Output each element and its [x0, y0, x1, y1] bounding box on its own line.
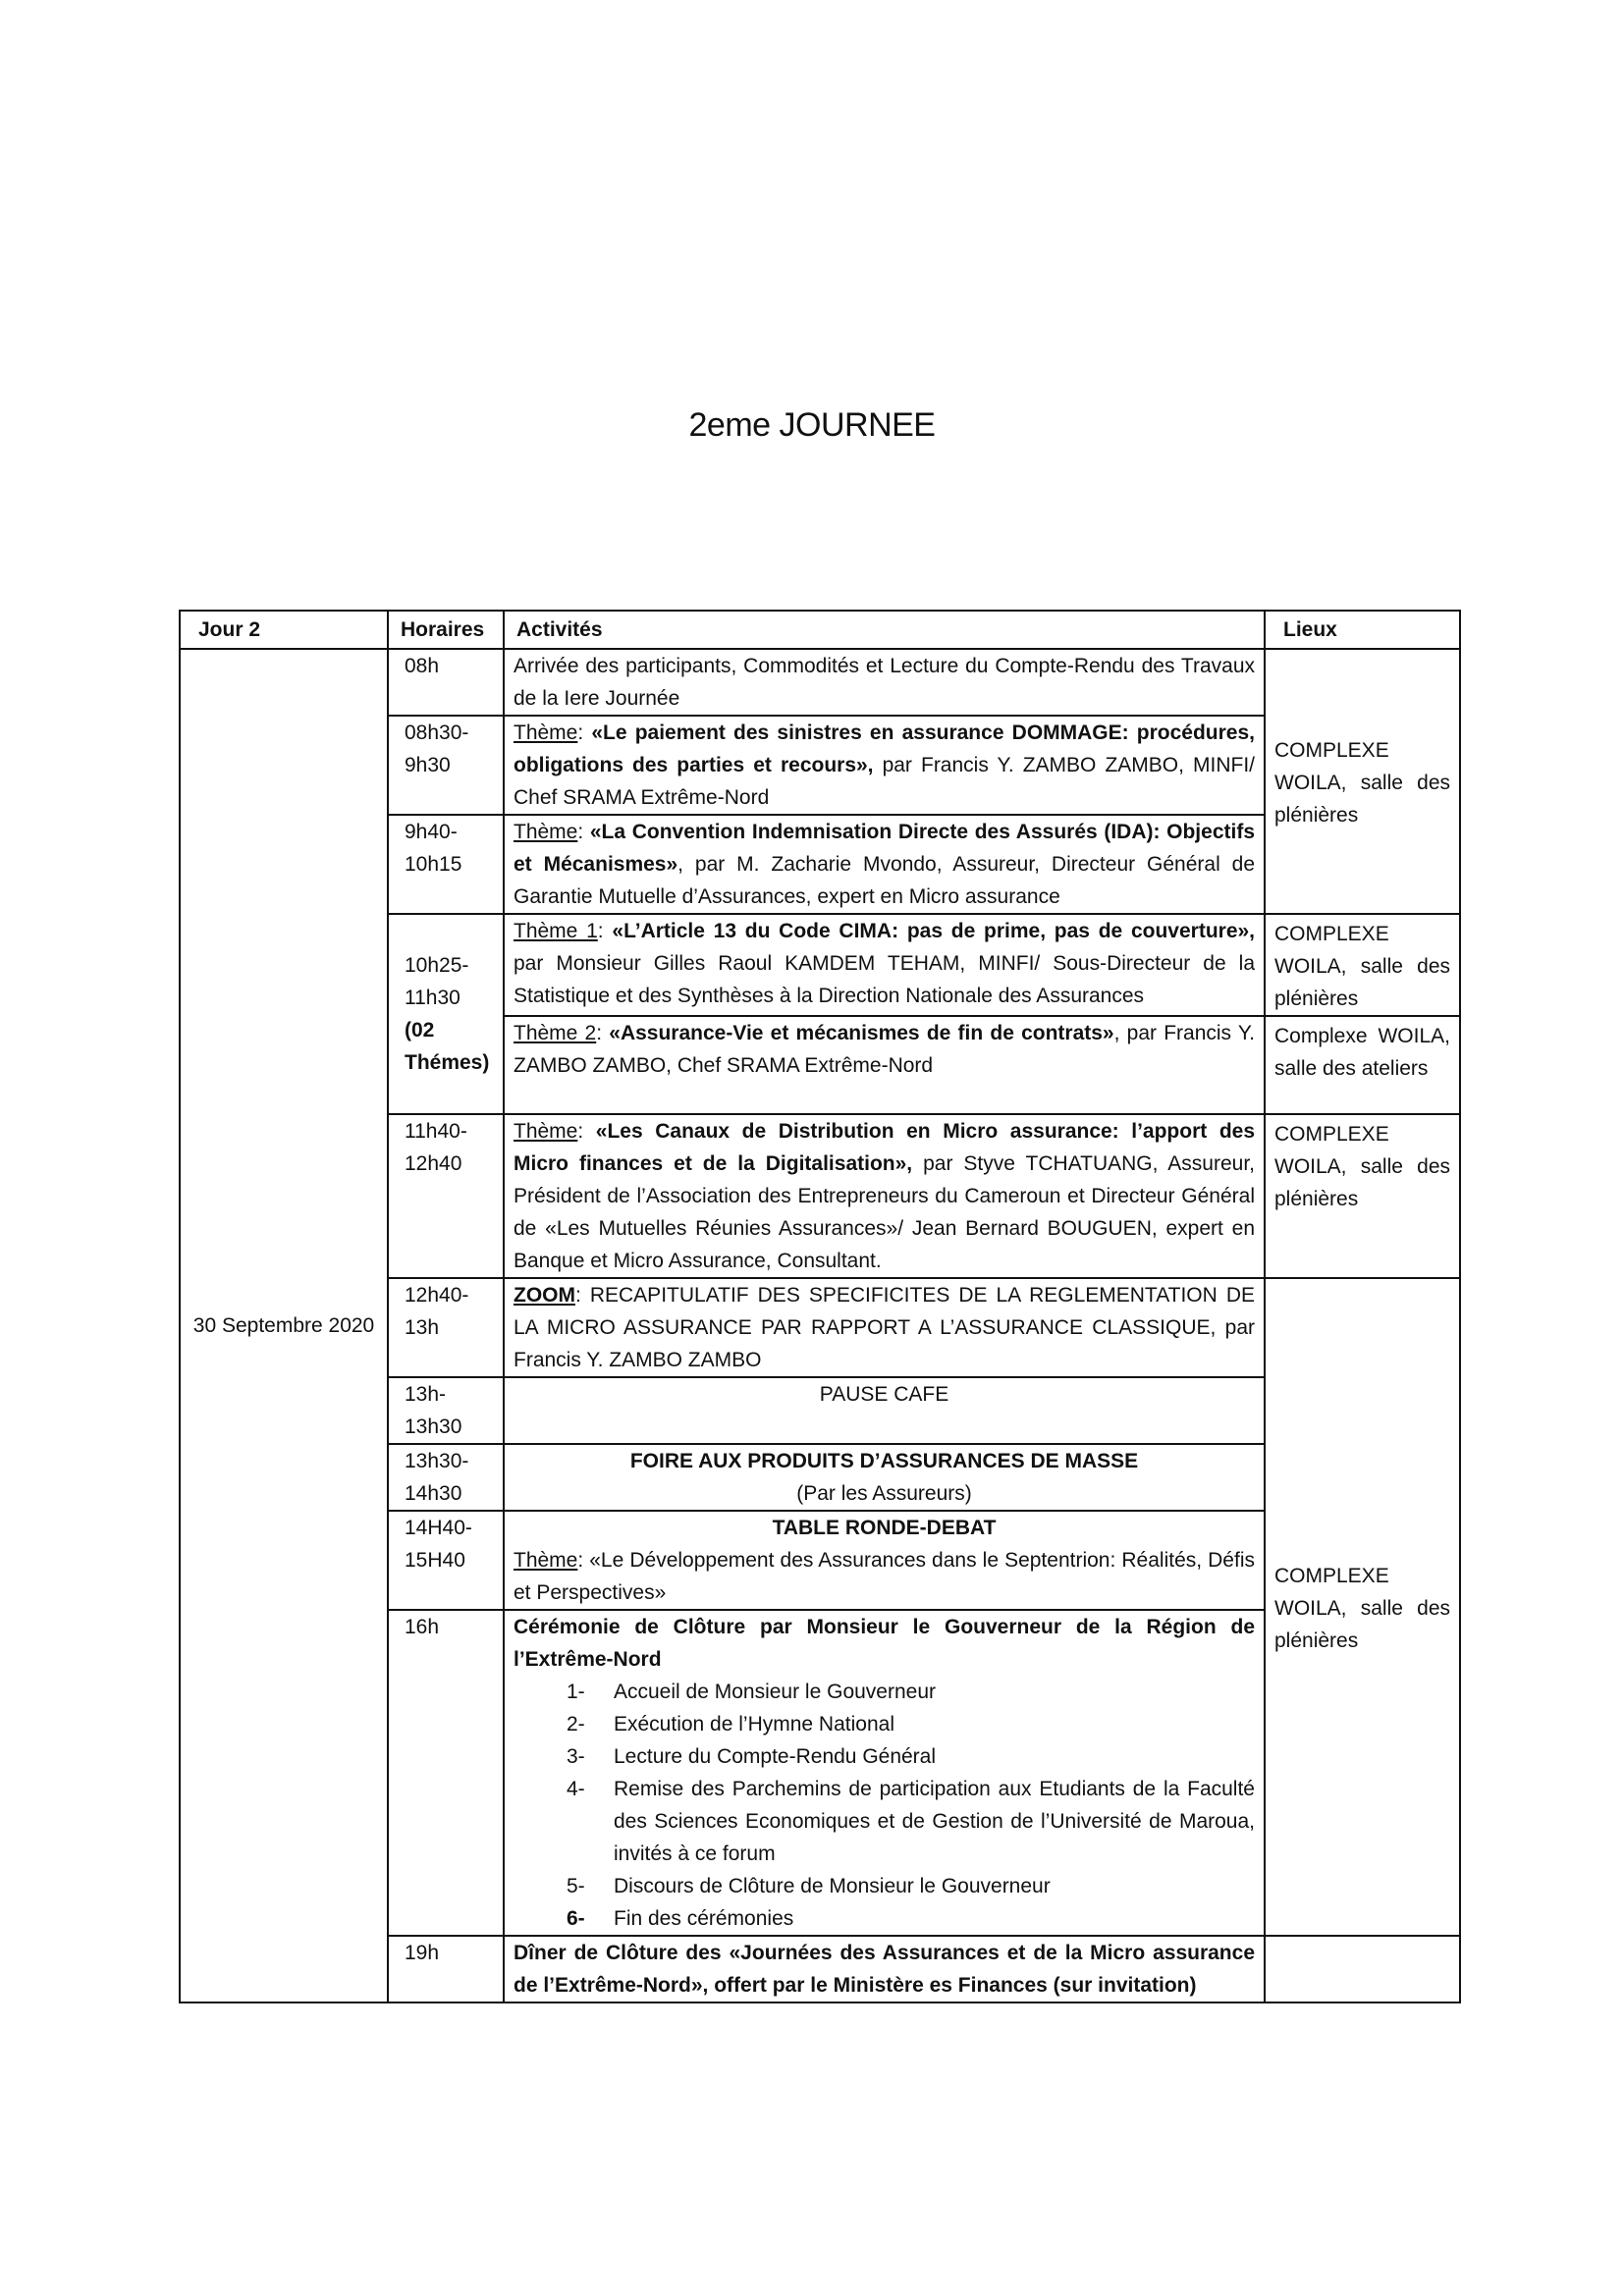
time-text: 10h25- 11h30	[405, 954, 469, 1009]
place-cell	[1265, 914, 1460, 1016]
time-cell: 12h40-13h	[388, 1278, 504, 1377]
place-text: Complexe WOILA, salle des ateliers	[1274, 1025, 1450, 1080]
step-number: 4-	[567, 1778, 585, 1800]
header-activity: Activités	[504, 611, 1265, 649]
time-cell	[388, 914, 504, 1114]
step-text: Exécution de l’Hymne National	[614, 1713, 894, 1735]
step-number: 6-	[567, 1907, 585, 1930]
step-text: Discours de Clôture de Monsieur le Gouverneur	[614, 1875, 1051, 1897]
zoom-label: ZOOM	[514, 1284, 575, 1307]
activity-cell	[504, 1016, 1265, 1114]
list-item	[567, 1773, 1255, 1870]
program-table	[179, 610, 1461, 2003]
time-cell: 13h30- 14h30	[388, 1444, 504, 1511]
table-row	[180, 649, 1460, 716]
step-text: Remise des Parchemins de participation aux Etudiants de la Faculté des Sciences Economiques et de Gestion de l’Université de Maroua, invités à ce forum	[614, 1778, 1255, 1865]
theme-label: Thème 1	[514, 920, 598, 942]
activity-cell	[504, 1444, 1265, 1511]
time-cell: 11h40- 12h40	[388, 1114, 504, 1278]
ceremony-title: Cérémonie de Clôture par Monsieur le Gouverneur de la Région de l’Extrême-Nord	[514, 1616, 1255, 1671]
step-number: 5-	[567, 1875, 585, 1897]
list-item	[567, 1676, 1255, 1708]
activity-cell	[504, 815, 1265, 914]
place-cell	[1265, 1016, 1460, 1114]
step-number: 1-	[567, 1681, 585, 1703]
theme-sep: :	[577, 821, 590, 843]
list-item	[567, 1902, 1255, 1935]
time-note: (02 Thémes)	[405, 1019, 490, 1074]
step-text: Accueil de Monsieur le Gouverneur	[614, 1681, 937, 1703]
theme-title: «L’Article 13 du Code CIMA: pas de prime, pas de couverture»,	[612, 920, 1256, 942]
theme-label: Thème 2	[514, 1022, 597, 1044]
theme-sep: :	[596, 1022, 610, 1044]
theme-sep: :	[577, 721, 592, 744]
place-cell	[1265, 1936, 1460, 2002]
fair-sub: (Par les Assureurs)	[796, 1482, 972, 1505]
place-text: COMPLEXE WOILA, salle des plénières	[1274, 1123, 1450, 1210]
activity-cell: PAUSE CAFE	[504, 1377, 1265, 1444]
header-place: Lieux	[1265, 611, 1460, 649]
time-cell: 9h40- 10h15	[388, 815, 504, 914]
activity-cell	[504, 914, 1265, 1016]
theme-speaker: par Styve TCHATUANG, Assureur, Président de l’Association des Entrepreneurs du Cameroun et Directeur Général de «Les Mutuelles Réunies Assurances»/ Jean Bernard BOUGUEN, expert en Banque et Micro Assurance, Consultant.	[514, 1152, 1255, 1272]
place-text: COMPLEXE WOILA, salle des plénières	[1274, 923, 1450, 1010]
theme-title: «Le paiement des sinistres en assurance DOMMAGE: procédures, obligations des parties et recours»,	[514, 721, 1256, 776]
place-text: COMPLEXE WOILA, salle des plénières	[1274, 739, 1450, 827]
list-item	[567, 1740, 1255, 1773]
theme-title: «Les Canaux de Distribution en Micro assurance: l’apport des Micro finances et de la Digitalisation»,	[514, 1120, 1255, 1175]
theme-label: Thème	[514, 1549, 578, 1572]
table-header-row	[180, 611, 1460, 649]
activity-cell	[504, 1278, 1265, 1377]
time-cell: 08h30- 9h30	[388, 716, 504, 815]
step-number: 2-	[567, 1713, 585, 1735]
list-item	[567, 1870, 1255, 1902]
list-item	[567, 1708, 1255, 1740]
activity-cell	[504, 1114, 1265, 1278]
theme-sep: :	[597, 920, 613, 942]
header-time: Horaires	[388, 611, 504, 649]
place-text: COMPLEXE WOILA, salle des plénières	[1274, 1565, 1450, 1652]
theme-sep: :	[577, 1120, 596, 1143]
theme-speaker: par Francis Y. ZAMBO ZAMBO, MINFI/ Chef SRAMA Extrême-Nord	[514, 754, 1255, 809]
place-cell	[1265, 1278, 1460, 1936]
zoom-text: : RECAPITULATIF DES SPECIFICITES DE LA REGLEMENTATION DE LA MICRO ASSURANCE PAR RAPPORT A L’ASSURANCE CLASSIQUE, par Francis Y. ZAMBO ZAMBO	[514, 1284, 1255, 1371]
time-cell: 13h-13h30	[388, 1377, 504, 1444]
roundtable-title: TABLE RONDE-DEBAT	[772, 1517, 997, 1539]
activity-cell: Dîner de Clôture des «Journées des Assurances et de la Micro assurance de l’Extrême-Nord», offert par le Ministère es Finances (sur invitation)	[504, 1936, 1265, 2002]
step-text: Fin des cérémonies	[614, 1907, 794, 1930]
theme-title: «Assurance-Vie et mécanismes de fin de contrats»	[609, 1022, 1114, 1044]
place-cell	[1265, 649, 1460, 914]
activity-cell	[504, 1511, 1265, 1610]
time-cell: 19h	[388, 1936, 504, 2002]
time-cell: 14H40- 15H40	[388, 1511, 504, 1610]
theme-label: Thème	[514, 821, 578, 843]
theme-speaker: par Monsieur Gilles Raoul KAMDEM TEHAM, MINFI/ Sous-Directeur de la Statistique et des Synthèses à la Direction Nationale des Assurances	[514, 952, 1255, 1007]
theme-label: Thème	[514, 1120, 578, 1143]
header-day: Jour 2	[180, 611, 388, 649]
theme-text: : «Le Développement des Assurances dans le Septentrion: Réalités, Défis et Perspectives»	[514, 1549, 1255, 1604]
theme-title: «La Convention Indemnisation Directe des Assurés (IDA): Objectifs et Mécanismes»	[514, 821, 1255, 876]
time-cell: 08h	[388, 649, 504, 716]
fair-title: FOIRE AUX PRODUITS D’ASSURANCES DE MASSE	[629, 1450, 1139, 1472]
activity-cell: Arrivée des participants, Commodités et Lecture du Compte-Rendu des Travaux de la Iere Journée	[504, 649, 1265, 716]
activity-cell	[504, 716, 1265, 815]
theme-speaker: , par M. Zacharie Mvondo, Assureur, Directeur Général de Garantie Mutuelle d’Assurances, expert en Micro assurance	[514, 853, 1255, 908]
page-title: 2eme JOURNEE	[688, 406, 936, 444]
ceremony-steps	[514, 1676, 1255, 1935]
time-cell: 16h	[388, 1610, 504, 1936]
day-label: 30 Septembre 2020	[180, 649, 388, 2002]
activity-cell	[504, 1610, 1265, 1936]
theme-speaker: , par Francis Y. ZAMBO ZAMBO, Chef SRAMA Extrême-Nord	[514, 1022, 1255, 1077]
step-number: 3-	[567, 1745, 585, 1768]
place-cell	[1265, 1114, 1460, 1278]
step-text: Lecture du Compte-Rendu Général	[614, 1745, 937, 1768]
theme-label: Thème	[514, 721, 578, 744]
